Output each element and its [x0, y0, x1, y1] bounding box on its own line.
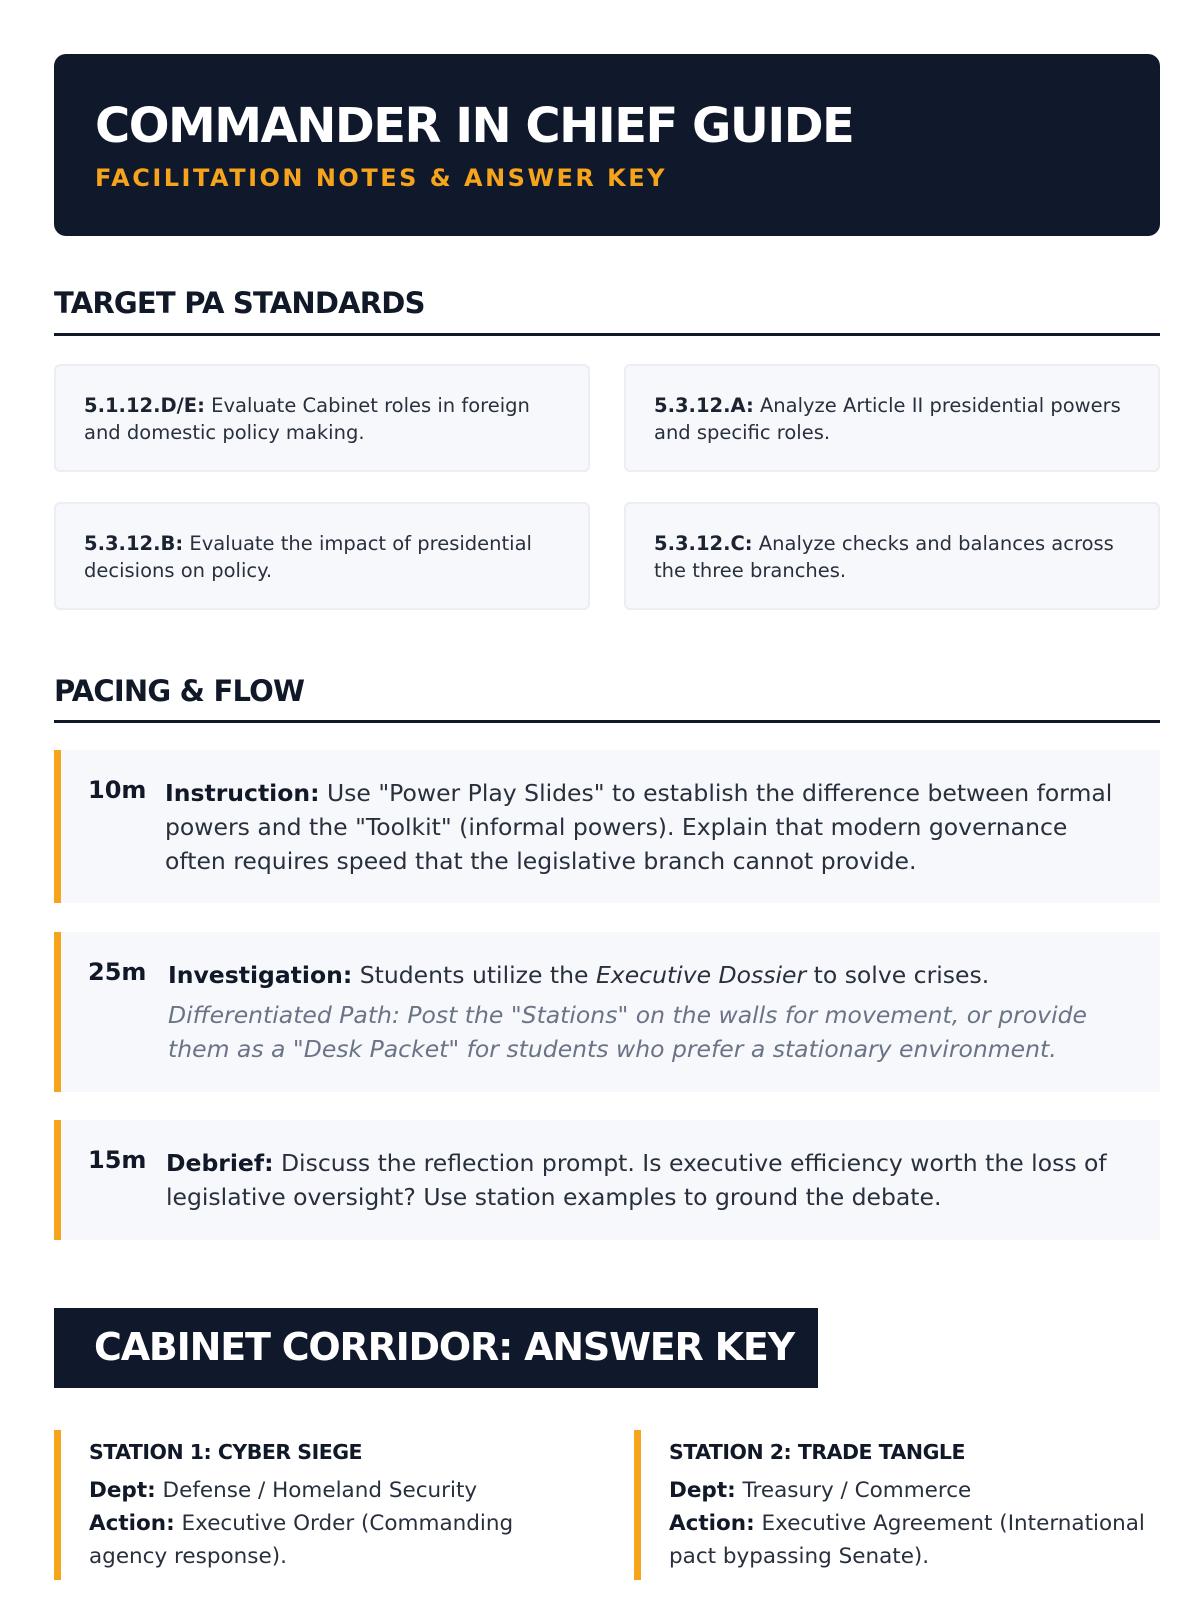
- answer-key-banner: [54, 1308, 818, 1388]
- station-card: [634, 1430, 1160, 1580]
- station-action: [89, 1507, 554, 1573]
- dept-value: Treasury / Commerce: [735, 1478, 972, 1503]
- standard-code: 5.3.12.B:: [84, 532, 184, 555]
- title-banner: [54, 54, 1160, 236]
- standard-text: Analyze checks and balances across the three branches.: [654, 532, 1114, 582]
- pacing-item: [54, 750, 1160, 903]
- pacing-item: [54, 932, 1160, 1092]
- station-dept: [669, 1474, 1160, 1507]
- page-title: COMMANDER IN CHIEF GUIDE: [95, 98, 854, 154]
- station-title: STATION 1: CYBER SIEGE: [89, 1440, 363, 1464]
- pacing-label: Debrief:: [166, 1149, 274, 1177]
- standard-card: [624, 502, 1160, 610]
- pacing-heading: PACING & FLOW: [54, 674, 305, 708]
- station-card: [54, 1430, 554, 1580]
- action-value: Executive Order (Commanding agency response).: [89, 1511, 514, 1569]
- station-action: [669, 1507, 1160, 1573]
- pacing-time: 25m: [88, 958, 147, 986]
- standard-text: Evaluate Cabinet roles in foreign and domestic policy making.: [84, 394, 530, 444]
- standard-card: [54, 502, 590, 610]
- pacing-label: Instruction:: [165, 779, 320, 807]
- standard-code: 5.1.12.D/E:: [84, 394, 205, 417]
- pacing-text: to solve crises.: [806, 961, 990, 989]
- dept-label: Dept:: [89, 1478, 156, 1503]
- standard-card: [624, 364, 1160, 472]
- dossier-title: Executive Dossier: [595, 961, 807, 989]
- answer-key-heading: CABINET CORRIDOR: ANSWER KEY: [94, 1325, 794, 1369]
- pacing-time: 15m: [88, 1146, 147, 1174]
- standard-text: Analyze Article II presidential powers and specific roles.: [654, 394, 1121, 444]
- pacing-description: [168, 958, 1128, 1066]
- standard-code: 5.3.12.A:: [654, 394, 754, 417]
- standard-text: Evaluate the impact of presidential decisions on policy.: [84, 532, 532, 582]
- pacing-text: Discuss the reflection prompt. Is executive efficiency worth the loss of legislative oversight? Use station examples to ground the debate.: [166, 1149, 1107, 1211]
- pacing-description: [165, 776, 1125, 878]
- action-value: Executive Agreement (International pact bypassing Senate).: [669, 1511, 1145, 1569]
- action-label: Action:: [669, 1511, 755, 1536]
- standard-card: [54, 364, 590, 472]
- dept-label: Dept:: [669, 1478, 736, 1503]
- station-dept: [89, 1474, 554, 1507]
- pacing-label: Investigation:: [168, 961, 353, 989]
- differentiated-path-note: Differentiated Path: Post the "Stations" on the walls for movement, or provide them as a "Desk Packet" for students who prefer a stationary environment.: [168, 1001, 1087, 1063]
- pacing-time: 10m: [88, 776, 147, 804]
- pacing-text: Students utilize the: [352, 961, 596, 989]
- standard-code: 5.3.12.C:: [654, 532, 753, 555]
- pacing-text: Use "Power Play Slides" to establish the difference between formal powers and the "Toolkit" (informal powers). Explain that modern governance often requires speed that the legislative branch cannot provide.: [165, 779, 1113, 875]
- page-subtitle: FACILITATION NOTES & ANSWER KEY: [95, 164, 668, 192]
- action-label: Action:: [89, 1511, 175, 1536]
- dept-value: Defense / Homeland Security: [155, 1478, 478, 1503]
- standards-heading: TARGET PA STANDARDS: [54, 286, 425, 320]
- station-title: STATION 2: TRADE TANGLE: [669, 1440, 965, 1464]
- standards-divider: [54, 333, 1160, 336]
- pacing-divider: [54, 720, 1160, 723]
- pacing-description: [166, 1146, 1126, 1214]
- pacing-item: [54, 1120, 1160, 1240]
